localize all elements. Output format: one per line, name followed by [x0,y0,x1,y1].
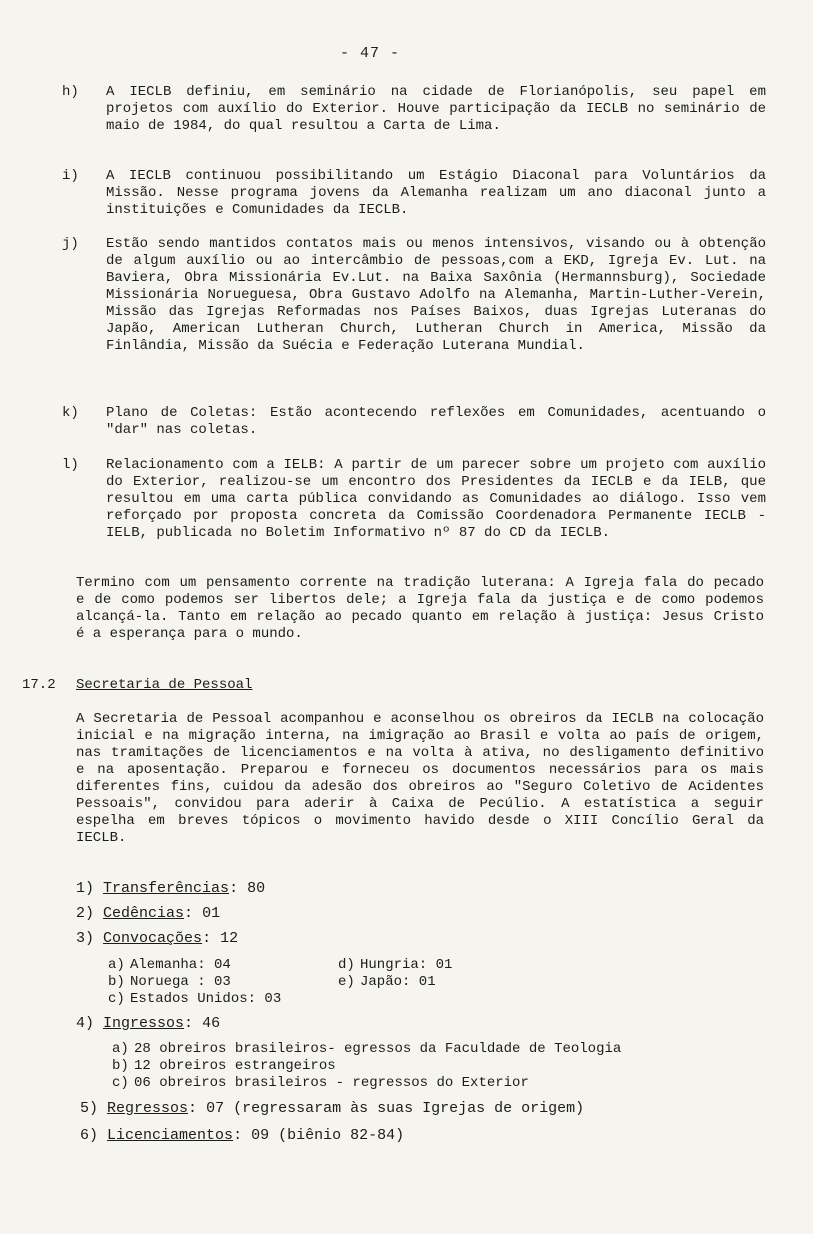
sub-text: 28 obreiros brasileiros- egressos da Faculdade de Teologia [134,1041,622,1057]
stat-value: 80 [247,880,266,897]
section-intro: A Secretaria de Pessoal acompanhou e aconselhou os obreiros da IECLB na colocação inicial e na migração interna, na imigração ao Brasil e volta ao país de origem, nas tramitações de licenciamentos e na volta à ativa, no desligamento definitivo e na aposentação. Preparou e forneceu os documentos necessários para os mais diferentes fins, cuidou da adesão dos obreiros ao "Seguro Coletivo de Acidentes Pessoais", convidou para aderir à Caixa de Pecúlio. A estatística a seguir espelha em breves tópicos o movimento havido desde o XIII Concílio Geral da IECLB. [76,711,764,846]
stat-regressos: 5) Regressos: 07 (regressaram às suas Igrejas de origem) [80,1100,585,1117]
stat-label: Regressos [107,1100,189,1117]
sub-letter: e) [338,974,355,990]
stat-number: 4) [76,1015,95,1032]
stat-number: 5) [80,1100,99,1117]
closing-paragraph: Termino com um pensamento corrente na tradição luterana: A Igreja fala do pecado e de como podemos ser libertos dele; a Igreja fala da justiça e de como podemos alcançá-la. Tanto em relação ao pecado quanto em relação à justiça: Jesus Cristo é a esperança para o mundo. [76,575,764,642]
stat-licenciamentos: 6) Licenciamentos: 09 (biênio 82-84) [80,1127,405,1144]
stat-transferencias: 1) Transferências: 80 [76,880,266,897]
sub-text: Estados Unidos: 03 [130,991,282,1007]
sub-letter: a) [108,957,125,973]
stat-value: 12 [220,930,239,947]
sub-letter: b) [112,1058,129,1074]
section-number: 17.2 [22,677,56,693]
sub-letter: c) [108,991,125,1007]
item-label: h) [62,84,79,100]
stat-value: 09 (biênio 82-84) [251,1127,405,1144]
sub-text: Noruega : 03 [130,974,231,990]
stat-number: 3) [76,930,95,947]
stat-number: 2) [76,905,95,922]
stat-cedencias: 2) Cedências: 01 [76,905,221,922]
sub-letter: c) [112,1075,129,1091]
convocacao-e [338,974,436,991]
stat-convocacoes: 3) Convocações: 12 [76,930,239,947]
sub-letter: a) [112,1041,129,1057]
sub-letter: b) [108,974,125,990]
sub-text: 06 obreiros brasileiros - regressos do Exterior [134,1075,529,1091]
stat-value: 07 (regressaram às suas Igrejas de origem) [206,1100,585,1117]
item-text: A IECLB definiu, em seminário na cidade de Florianópolis, seu papel em projetos com auxílio do Exterior. Houve participação da IECLB no seminário de maio de 1984, do qual resultou a Carta de Lima. [106,84,766,134]
stat-value: 01 [202,905,221,922]
item-text: Plano de Coletas: Estão acontecendo reflexões em Comunidades, acentuando o "dar" nas coletas. [106,405,766,438]
convocacao-a [108,957,231,974]
stat-number: 6) [80,1127,99,1144]
stat-label: Transferências [103,880,230,897]
item-text: A IECLB continuou possibilitando um Estágio Diaconal para Voluntários da Missão. Nesse programa jovens da Alemanha realizam um ano diaconal junto a instituições e Comunidades da IECLB. [106,168,766,218]
stat-number: 1) [76,880,95,897]
stat-label: Cedências [103,905,185,922]
item-text: Estão sendo mantidos contatos mais ou menos intensivos, visando ou à obtenção de algum auxílio ou ao intercâmbio de pessoas,com a EKD, Igreja Ev. Lut. na Baviera, Obra Missionária Ev.Lut. na Baixa Saxônia (Hermannsburg), Sociedade Missionária Norueguesa, Obra Gustavo Adolfo na Alemanha, Martin-Luther-Verein, Missão das Igrejas Reformadas nos Países Baixos, duas Igrejas Luteranas do Japão, American Lutheran Church, Lutheran Church in America, Missão da Finlândia, Missão da Suécia e Federação Luterana Mundial. [106,236,766,354]
sub-text: Hungria: 01 [360,957,453,973]
item-label: l) [62,457,79,473]
convocacao-d [338,957,452,974]
page-number: - 47 - [340,45,401,62]
stat-label: Licenciamentos [107,1127,234,1144]
ingresso-a [112,1041,621,1058]
convocacao-b [108,974,231,991]
item-label: j) [62,236,79,252]
stat-ingressos: 4) Ingressos: 46 [76,1015,221,1032]
item-label: k) [62,405,79,421]
stat-label: Convocações [103,930,203,947]
item-text: Relacionamento com a IELB: A partir de um parecer sobre um projeto com auxílio do Exterior, realizou-se um encontro dos Presidentes da IECLB e da IELB, que resultou em uma carta pública convidando as Comunidades ao diálogo. Isso vem reforçado por proposta concreta da Comissão Coordenadora Permanente IECLB - IELB, publicada no Boletim Informativo nº 87 do CD da IECLB. [106,457,766,541]
item-label: i) [62,168,79,184]
section-title: Secretaria de Pessoal [76,677,253,693]
stat-label: Ingressos [103,1015,185,1032]
ingresso-c [112,1075,529,1092]
sub-text: Japão: 01 [360,974,436,990]
sub-text: 12 obreiros estrangeiros [134,1058,336,1074]
stat-value: 46 [202,1015,221,1032]
ingresso-b [112,1058,336,1075]
sub-text: Alemanha: 04 [130,957,231,973]
sub-letter: d) [338,957,355,973]
convocacao-c [108,991,281,1008]
